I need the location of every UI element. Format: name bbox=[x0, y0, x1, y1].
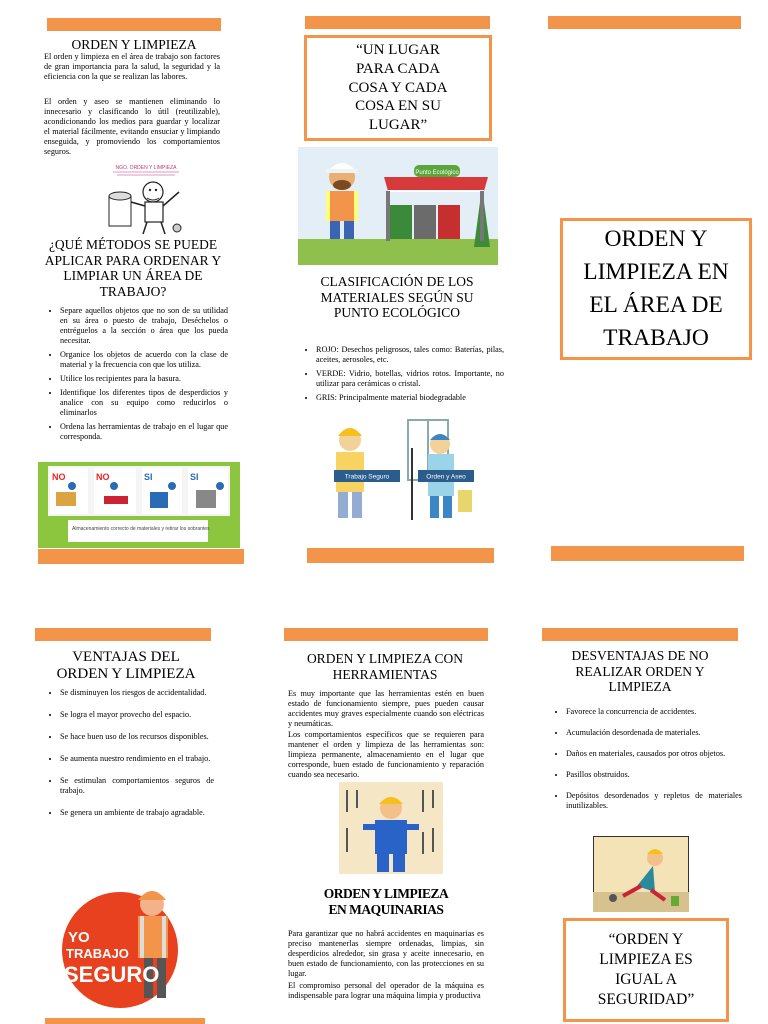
disadvantage-item: • Depósitos desordenados y repletos de materiales inutilizables. bbox=[566, 791, 742, 811]
top-bar-col6 bbox=[542, 628, 738, 641]
top-bar-col1 bbox=[47, 18, 221, 31]
cartoon-caption: NGO. ORDEN Y LIMPIEZA bbox=[115, 165, 177, 171]
col2-quote-text: “UN LUGAR PARA CADA COSA Y CADA COSA EN SU LUGAR” bbox=[348, 42, 448, 134]
col4-advantages-list bbox=[46, 688, 214, 822]
no-label-1: NO bbox=[52, 472, 66, 482]
classification-item-gray: • GRIS: Principalmente material biodegradable bbox=[316, 393, 504, 403]
top-bar-col4 bbox=[35, 628, 211, 641]
advantage-item: • Se hace buen uso de los recursos disponibles. bbox=[60, 732, 214, 742]
col5-title: ORDEN Y LIMPIEZA CON HERRAMIENTAS bbox=[306, 651, 464, 682]
method-item: • Ordena las herramientas de trabajo en el lugar que corresponda. bbox=[60, 422, 228, 442]
advantage-item: • Se genera un ambiente de trabajo agradable. bbox=[60, 808, 214, 818]
si-label-1: SI bbox=[144, 472, 153, 482]
bottom-bar-col3 bbox=[551, 546, 744, 561]
col5-machinery-title: ORDEN Y LIMPIEZA EN MAQUINARIAS bbox=[323, 886, 449, 917]
classification-item-green: • VERDE: Vidrio, botellas, vidrios rotos. Importante, no utilizar para cerámicas o cristal. bbox=[316, 369, 504, 389]
col1-intro1: El orden y limpieza en el área de trabajo son factores de gran importancia para la salud, la seguridad y la eficiencia con la que se realizan las labores. bbox=[44, 52, 220, 81]
si-label-2: SI bbox=[190, 472, 199, 482]
method-item: • Organice los objetos de acuerdo con la clase de material y la frecuencia con que los utiliza. bbox=[60, 350, 228, 370]
bottom-bar-col2 bbox=[307, 548, 494, 563]
yo-trabajo-seguro-badge bbox=[54, 882, 194, 1010]
cover-title-box bbox=[560, 218, 752, 360]
advantage-item: • Se disminuyen los riesgos de accidentalidad. bbox=[60, 688, 214, 698]
col1-methods-list bbox=[46, 306, 228, 446]
accident-image bbox=[593, 836, 689, 912]
col6-title: DESVENTAJAS DE NO REALIZAR ORDEN Y LIMPIEZA bbox=[571, 648, 709, 695]
col6-disadvantages-list bbox=[552, 707, 742, 815]
disadvantage-item: • Pasillos obstruidos. bbox=[566, 770, 742, 780]
tool-wall-image bbox=[339, 782, 443, 874]
no-label-2: NO bbox=[96, 472, 110, 482]
col5-p4: El compromiso personal del operador de la máquina es indispensable para lograr una máquina limpia y productiva bbox=[288, 981, 484, 1000]
col5-p1: Es muy importante que las herramientas estén en buen estado de funcionamiento siempre, pues pueden causar accidentes muy graves especialmente cuando son eléctricas y neumáticas. bbox=[288, 689, 484, 728]
col6-quote-text: “ORDEN Y LIMPIEZA ES IGUAL A SEGURIDAD” bbox=[597, 930, 695, 1009]
col1-intro2: El orden y aseo se mantienen eliminando lo innecesario y clasificando lo útil (reutilizable), acondicionando los medios para guardar y localizar el material fácilmente, evitando ensuciar y limpiando enseguida, y promoviendo los comportamientos seguros. bbox=[44, 97, 220, 156]
label-order-clean: Orden y Aseo bbox=[426, 473, 466, 481]
cartoon-cleaning-image bbox=[103, 162, 189, 238]
col6-quote-box bbox=[563, 918, 729, 1022]
storage-no-si-image bbox=[38, 462, 240, 548]
method-item: • Utilice los recipientes para la basura. bbox=[60, 374, 228, 384]
col2-quote-box bbox=[304, 35, 492, 141]
disadvantage-item: • Favorece la concurrencia de accidentes. bbox=[566, 707, 742, 717]
col1-question: ¿QUÉ MÉTODOS SE PUEDE APLICAR PARA ORDENAR Y LIMPIAR UN ÁREA DE TRABAJO? bbox=[44, 237, 222, 299]
badge-line1: YO bbox=[68, 929, 90, 946]
badge-line2: TRABAJO bbox=[66, 946, 129, 961]
col4-title: VENTAJAS DEL ORDEN Y LIMPIEZA bbox=[56, 649, 196, 683]
bottom-bar-col4 bbox=[45, 1018, 205, 1024]
method-item: • Separe aquellos objetos que no son de su utilidad en su área o puesto de trabajo, Deséchelos o entréguelos a la sección o área que los pueda necesitar. bbox=[60, 306, 228, 346]
advantage-item: • Se estimulan comportamientos seguros de trabajo. bbox=[60, 776, 214, 796]
top-bar-col5 bbox=[284, 628, 488, 641]
col2-classification-title: CLASIFICACIÓN DE LOS MATERIALES SEGÚN SU PUNTO ECOLÓGICO bbox=[320, 274, 474, 321]
safe-work-image bbox=[314, 418, 494, 524]
stand-sign: Punto Ecológico bbox=[415, 170, 459, 176]
disadvantage-item: • Acumulación desordenada de materiales. bbox=[566, 728, 742, 738]
col1-title: ORDEN Y LIMPIEZA bbox=[71, 37, 197, 52]
classification-item-red: • ROJO: Desechos peligrosos, tales como: Baterías, pilas, aceites, aerosoles, etc. bbox=[316, 345, 504, 365]
disadvantage-item: • Daños en materiales, causados por otros objetos. bbox=[566, 749, 742, 759]
label-safe-work: Trabajo Seguro bbox=[344, 473, 390, 481]
cover-title: ORDEN Y LIMPIEZA EN EL ÁREA DE TRABAJO bbox=[583, 226, 729, 351]
advantage-item: • Se aumenta nuestro rendimiento en el trabajo. bbox=[60, 754, 214, 764]
top-bar-col3 bbox=[548, 16, 741, 29]
eco-point-image bbox=[298, 147, 498, 265]
method-item: • Identifique los diferentes tipos de desperdicios y analice con su equipo como reducirlos o eliminarlos bbox=[60, 388, 228, 418]
col5-p3: Para garantizar que no habrá accidentes en maquinarias es preciso mantenerlas siempre ordenadas, limpias, sin desperdicios alrededor, sin grasa y aceite innecesario, en buen estado de funcionamiento, con las protecciones en su lugar. bbox=[288, 929, 484, 978]
col5-p2: Los comportamientos específicos que se requieren para mantener el orden y limpieza de las herramientas son: limpieza permanente, almacenamiento en el lugar que corresponde, buen estado de funcionamiento y reparación cuando sea necesario. bbox=[288, 730, 484, 779]
advantage-item: • Se logra el mayor provecho del espacio. bbox=[60, 710, 214, 720]
bottom-bar-col1 bbox=[38, 549, 244, 564]
col2-classification-list bbox=[302, 345, 504, 407]
storage-caption: Almacenamiento correcto de materiales y retirar los sobrantes bbox=[72, 526, 210, 532]
top-bar-col2 bbox=[305, 16, 490, 29]
badge-line3: SEGURO bbox=[64, 962, 160, 987]
